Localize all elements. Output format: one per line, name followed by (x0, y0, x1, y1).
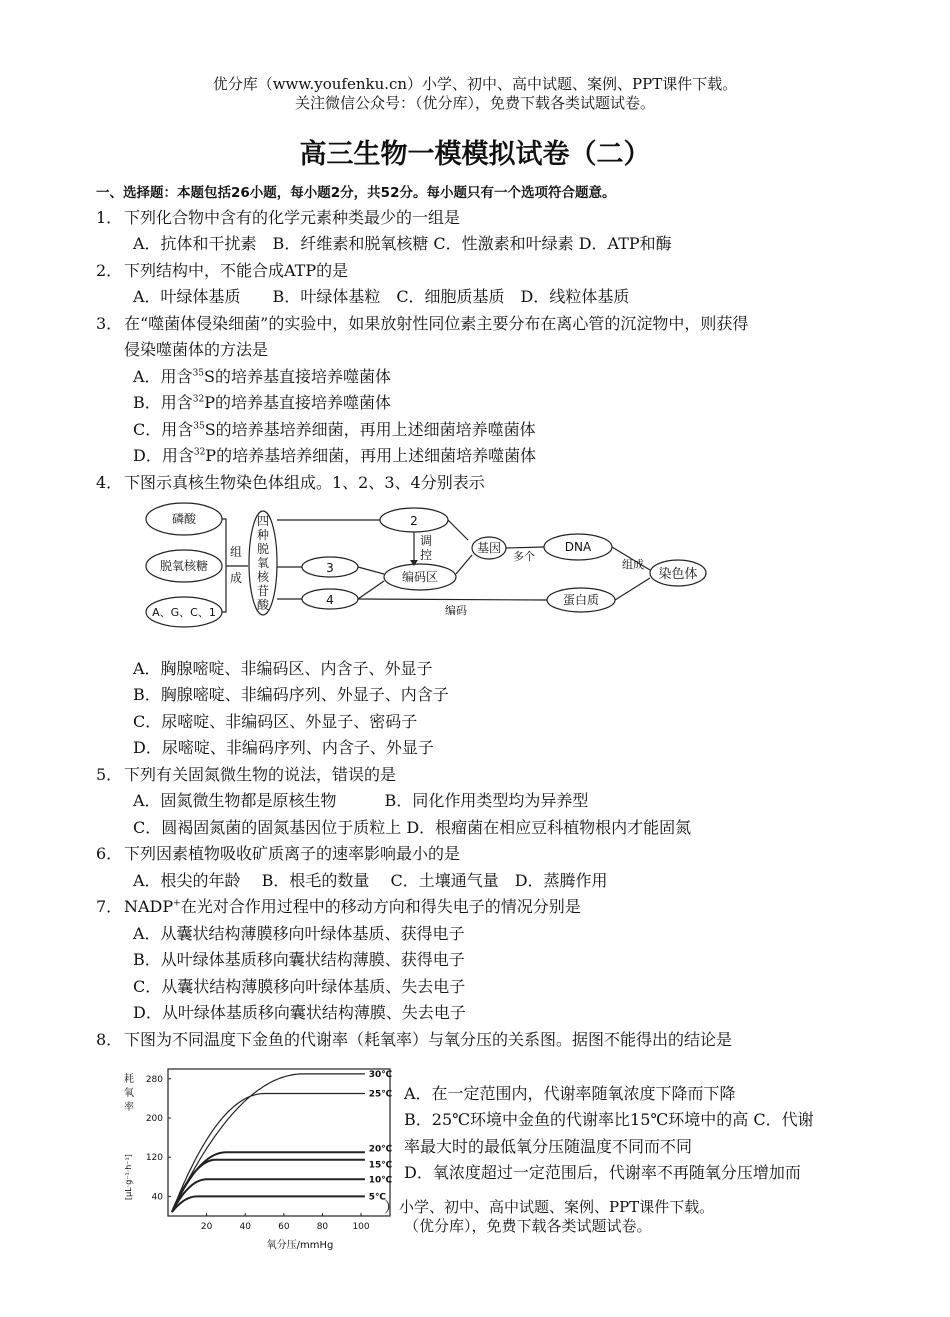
question-3-option-b: B．用含$^{32}$P的培养基直接培养噬菌体 (133, 393, 391, 412)
y-tick-label: 280 (145, 1074, 163, 1085)
series-label: 15℃ (368, 1160, 393, 1171)
y-tick-label: 200 (145, 1114, 163, 1124)
x-tick-label: 40 (239, 1222, 251, 1232)
series-line (172, 1196, 365, 1212)
series-label: 10℃ (368, 1175, 393, 1186)
chart-frame (168, 1069, 390, 1216)
series-label: 25℃ (368, 1089, 393, 1100)
diagram-bases-label: A、G、C、1 (152, 606, 216, 619)
y-axis-label-top: 耗 (124, 1074, 134, 1085)
diagram-compose-2: 成 (229, 571, 243, 585)
y-tick-label: 40 (151, 1192, 163, 1203)
question-3-option-d: D．用含$^{32}$P的培养基培养细菌，再用上述细菌培养噬菌体 (133, 446, 537, 465)
x-tick-label: 100 (352, 1222, 370, 1232)
question-3-option-c: C．用含$^{35}$S的培养基培养细菌，再用上述细菌培养噬菌体 (133, 420, 536, 439)
diagram-gene-label: 基因 (476, 541, 502, 555)
header-line-1: 优分库（www.youfenku.cn）小学、初中、高中试题、案例、PPT课件下载。 (212, 75, 738, 93)
diagram-regulate-1: 调 (419, 534, 433, 548)
diagram-nucleotide-char: 酸 (256, 598, 270, 612)
question-3-stem-2: 侵染噬菌体的方法是 (124, 340, 269, 359)
question-4: 4． 下图示真核生物染色体组成。1、2、3、4分别表示 (96, 473, 485, 492)
series-line (172, 1074, 365, 1212)
diagram-nucleotide-char: 苷 (256, 584, 270, 598)
question-2-options: A．叶绿体基质 B．叶绿体基粒 C．细胞质基质 D．线粒体基质 (133, 287, 630, 306)
question-3-option-a: A．用含$^{35}$S的培养基直接培养噬菌体 (133, 367, 391, 386)
footer-line-2: （优分库），免费下载各类试题试卷。 (404, 1217, 652, 1235)
question-2: 2． 下列结构中，不能合成ATP的是 (96, 261, 349, 280)
question-7: 7． NADP+在光对合作用过程中的移动方向和得失电子的情况分别是 (96, 897, 581, 916)
chromosome-diagram (138, 500, 718, 635)
series-line (172, 1160, 365, 1212)
footer-line-1: ）小学、初中、高中试题、案例、PPT课件下载。 (384, 1198, 715, 1216)
diagram-nucleotide-char: 脱 (256, 542, 270, 556)
question-4-option-d: D．尿嘧啶、非编码序列、内含子、外显子 (133, 738, 434, 757)
page-title: 高三生物一模模拟试卷（二） (299, 139, 651, 170)
y-axis-unit: [μL·g⁻¹·h⁻¹] (124, 1154, 133, 1200)
diagram-compose-1: 组 (229, 545, 243, 559)
oxygen-consumption-chart (118, 1062, 400, 1252)
diagram-nucleotide-char: 核 (256, 570, 270, 584)
question-5-options-1: A．固氮微生物都是原核生物 B．同化作用类型均为异养型 (133, 791, 589, 810)
series-label: 30℃ (368, 1069, 393, 1080)
section-heading: 一、选择题：本题包括26小题，每小题2分，共52分。每小题只有一个选项符合题意。 (96, 185, 616, 201)
question-7-option-a: A．从囊状结构薄膜移向叶绿体基质、获得电子 (133, 924, 465, 943)
diagram-protein-label: 蛋白质 (562, 593, 600, 607)
question-5-options-2: C．圆褐固氮菌的固氮基因位于质粒上 D．根瘤菌在相应豆科植物根内才能固氮 (133, 818, 692, 837)
question-7-option-b: B．从叶绿体基质移向囊状结构薄膜、获得电子 (133, 950, 465, 969)
series-label: 20℃ (368, 1144, 393, 1155)
question-4-option-c: C．尿嘧啶、非编码区、外显子、密码子 (133, 712, 418, 731)
question-4-option-b: B．胸腺嘧啶、非编码序列、外显子、内含子 (133, 685, 449, 704)
question-8-option-b-cont: 率最大时的最低氧分压随温度不同而不同 (404, 1137, 693, 1156)
x-tick-label: 20 (200, 1222, 213, 1232)
diagram-nucleotide-char: 种 (256, 528, 270, 542)
question-6-options: A．根尖的年龄 B．根毛的数量 C．土壤通气量 D．蒸腾作用 (133, 871, 608, 890)
diagram-label-3: 3 (326, 561, 334, 575)
y-axis-label-char: 氧 (124, 1088, 134, 1099)
question-4-option-a: A．胸腺嘧啶、非编码区、内含子、外显子 (133, 659, 433, 678)
question-7-option-d: D．从叶绿体基质移向囊状结构薄膜、失去电子 (133, 1003, 466, 1022)
diagram-label-2: 2 (410, 514, 418, 528)
question-8-option-a: A．在一定范围内，代谢率随氧浓度下降而下降 (404, 1084, 736, 1103)
diagram-many-label: 多个 (513, 550, 535, 563)
diagram-phosphate-label: 磷酸 (171, 512, 197, 526)
x-tick-label: 80 (316, 1222, 329, 1232)
diagram-compose-label: 组成 (622, 558, 644, 571)
question-7-option-c: C．从囊状结构薄膜移向叶绿体基质、失去电子 (133, 977, 466, 996)
x-tick-label: 60 (278, 1222, 290, 1232)
diagram-coding-region-label: 编码区 (401, 570, 439, 584)
y-tick-label: 120 (145, 1153, 163, 1164)
header-line-2: 关注微信公众号：（优分库），免费下载各类试题试卷。 (294, 94, 655, 112)
question-8-option-d: D．氧浓度超过一定范围后，代谢率不再随氧分压增加而 (404, 1163, 801, 1182)
diagram-label-4: 4 (326, 593, 334, 607)
question-1: 1． 下列化合物中含有的化学元素种类最少的一组是 (96, 208, 461, 227)
diagram-chromosome-label: 染色体 (658, 567, 698, 582)
question-3: 3． 在“噬菌体侵染细菌”的实验中，如果放射性同位素主要分布在离心管的沉淀物中，则获得 (96, 314, 749, 333)
question-5: 5． 下列有关固氮微生物的说法，错误的是 (96, 765, 397, 784)
y-axis-label-char: 率 (124, 1102, 134, 1113)
x-axis-label: 氧分压/mmHg (266, 1240, 334, 1251)
series-line (172, 1152, 365, 1212)
question-8: 8． 下图为不同温度下金鱼的代谢率（耗氧率）与氧分压的关系图。据图不能得出的结论是 (96, 1030, 733, 1049)
question-6: 6． 下列因素植物吸收矿质离子的速率影响最小的是 (96, 844, 461, 863)
diagram-dna-label: DNA (564, 540, 592, 554)
series-label: 5℃ (368, 1192, 386, 1203)
diagram-deoxyribose-label: 脱氧核糖 (159, 559, 209, 573)
diagram-encode-label: 编码 (445, 604, 467, 617)
diagram-nucleotide-char: 四 (256, 514, 270, 528)
diagram-regulate-2: 控 (419, 548, 433, 562)
question-1-options: A．抗体和干扰素 B．纤维素和脱氧核糖 C．性激素和叶绿素 D．ATP和酶 (133, 234, 672, 253)
diagram-nucleotide-char: 氧 (256, 556, 270, 570)
question-8-option-b: B．25℃环境中金鱼的代谢率比15℃环境中的高 C．代谢 (404, 1110, 814, 1129)
